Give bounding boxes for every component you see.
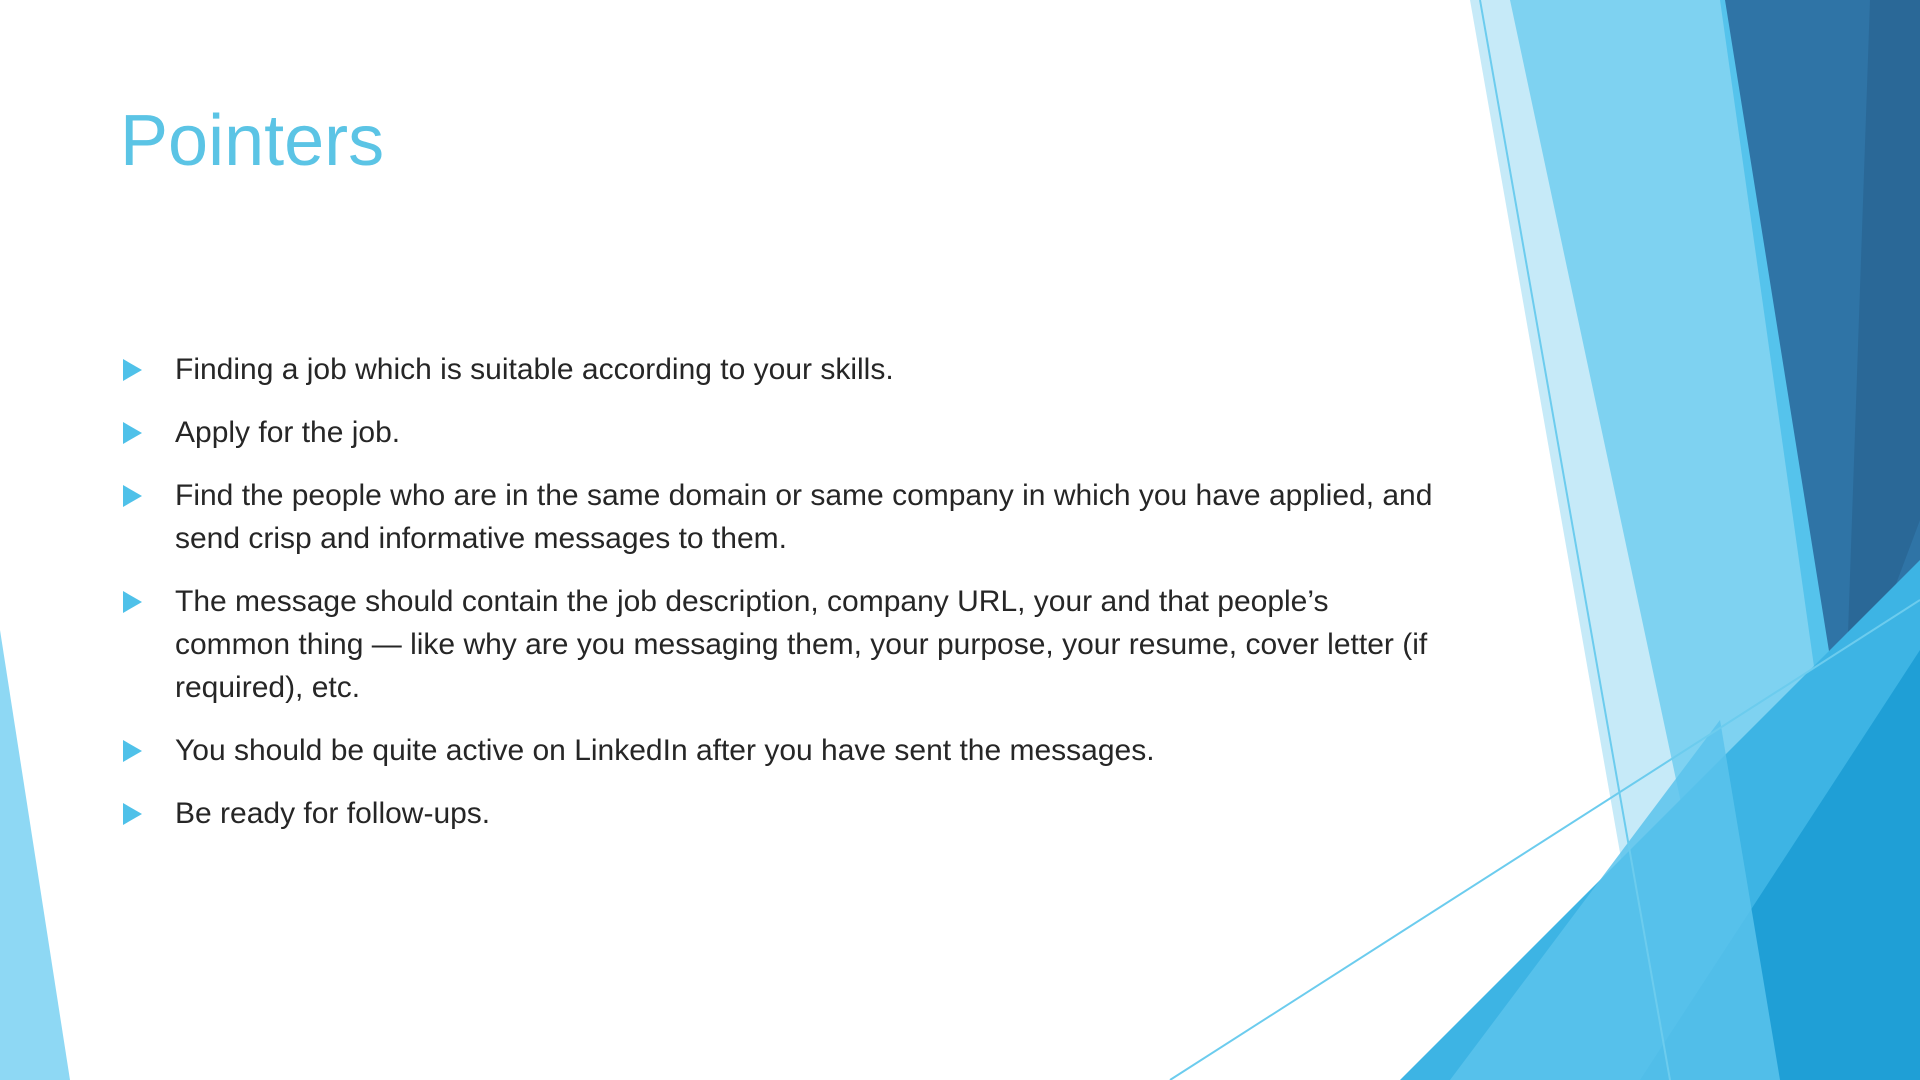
bullet-text: Finding a job which is suitable according to your skills. xyxy=(175,353,894,386)
bullet-text: Apply for the job. xyxy=(175,416,401,449)
triangle-right-icon xyxy=(123,803,142,825)
bullet-item xyxy=(120,474,1450,560)
triangle-right-icon xyxy=(123,422,142,444)
triangle-right-icon xyxy=(123,591,142,613)
left-accent-shape xyxy=(0,630,70,1080)
bullet-text: Find the people who are in the same domain or same company in which you have applied, and send crisp and informative messages to them. xyxy=(175,479,1433,555)
slide-title: Pointers xyxy=(120,101,385,181)
bullet-list xyxy=(120,348,1450,855)
triangle-right-icon xyxy=(123,740,142,762)
bullet-item xyxy=(120,348,1450,391)
bullet-text: You should be quite active on LinkedIn after you have sent the messages. xyxy=(175,734,1155,767)
bullet-item xyxy=(120,729,1450,772)
bullet-item xyxy=(120,792,1450,835)
bullet-item xyxy=(120,411,1450,454)
bullet-text: The message should contain the job description, company URL, your and that people’s common thing — like why are you messaging them, your purpose, your resume, cover letter (if required), etc. xyxy=(175,585,1428,704)
triangle-right-icon xyxy=(123,485,142,507)
triangle-right-icon xyxy=(123,359,142,381)
bullet-item xyxy=(120,580,1450,709)
bullet-text: Be ready for follow-ups. xyxy=(175,797,491,830)
